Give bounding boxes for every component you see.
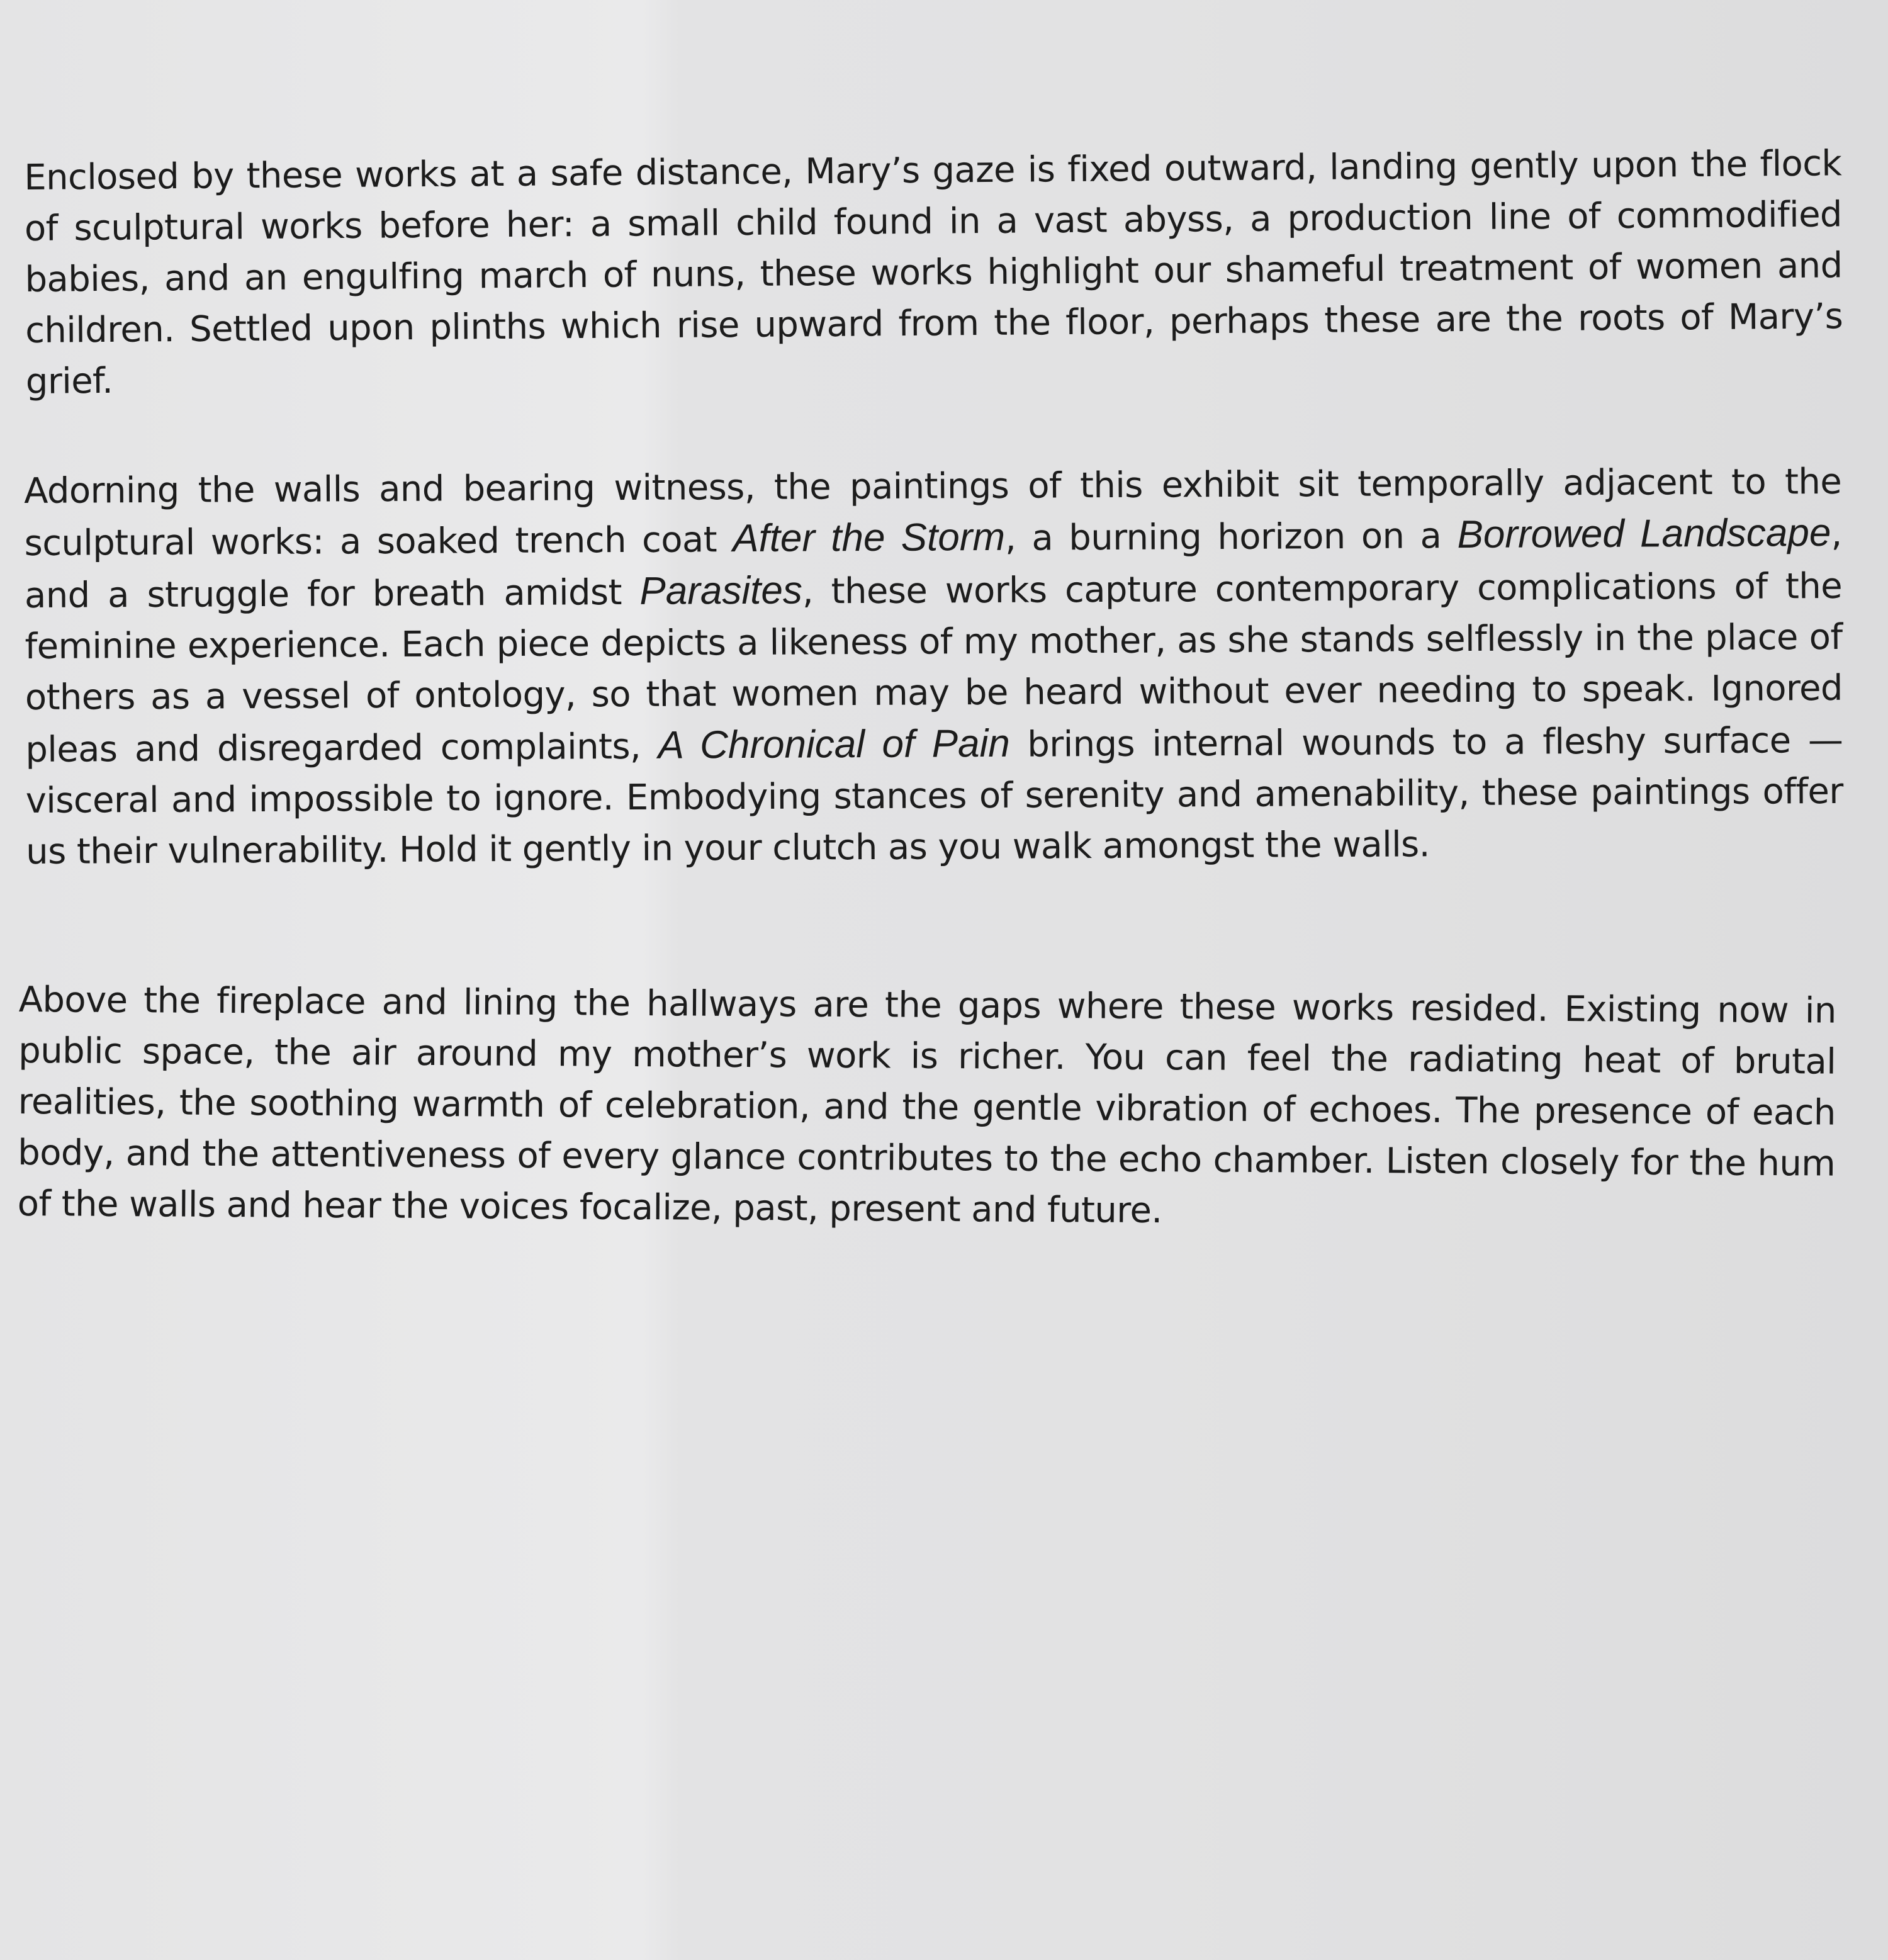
paragraph-text: , these works capture contemporary complications of the feminine experience. Each piece depicts a likeness of my mother, as she stands selflessly in the place of others as a vessel of ontology, so that women may be heard without ever needing to speak. Ignored pleas and disregarded complaints, <box>25 565 1843 770</box>
paragraph-paintings <box>24 456 1843 877</box>
artwork-title-parasites: Parasites <box>639 568 803 613</box>
paragraph-text: Adorning the walls and bearing witness, the paintings of this exhibit sit temporally adjacent to the sculptural works: a soaked trench coat <box>24 461 1842 564</box>
paragraph-text: Enclosed by these works at a safe distance, Mary’s gaze is fixed outward, landing gently upon the flock of sculptural works before her: a small child found in a vast abyss, a production line of commodified babies, and an engulfing march of nuns, these works highlight our shameful treatment of women and children. Settled upon plinths which rise upward from the floor, perhaps these are the roots of Mary’s grief. <box>24 143 1843 402</box>
paragraph-text: , and a struggle for breath amidst <box>24 513 1842 616</box>
artwork-title-after-the-storm: After the Storm <box>732 515 1006 561</box>
paragraph-text: Above the fireplace and lining the hallways are the gaps where these works resided. Existing now in public space, the air around my mother’s work is richer. You can feel the radiating heat of brutal realities, the soothing warmth of celebration, and the gentle vibration of echoes. The presence of each body, and the attentiveness of every glance contributes to the echo chamber. Listen closely for the hum of the walls and hear the voices focalize, past, present and future. <box>17 979 1836 1232</box>
paragraph-text: , a burning horizon on a <box>1004 515 1458 559</box>
artwork-title-borrowed-landscape: Borrowed Landscape <box>1457 510 1831 557</box>
artwork-title-a-chronical-of-pain: A Chronical of Pain <box>658 721 1010 767</box>
paragraph-text: brings internal wounds to a fleshy surface — visceral and impossible to ignore. Embodying stances of serenity and amenability, these paintings offer us their vulnerability. Hold it gently in your clutch as you walk amongst the walls. <box>25 719 1843 872</box>
paragraph-sculptural-works <box>24 138 1843 407</box>
paragraph-gaps <box>18 974 1836 1241</box>
